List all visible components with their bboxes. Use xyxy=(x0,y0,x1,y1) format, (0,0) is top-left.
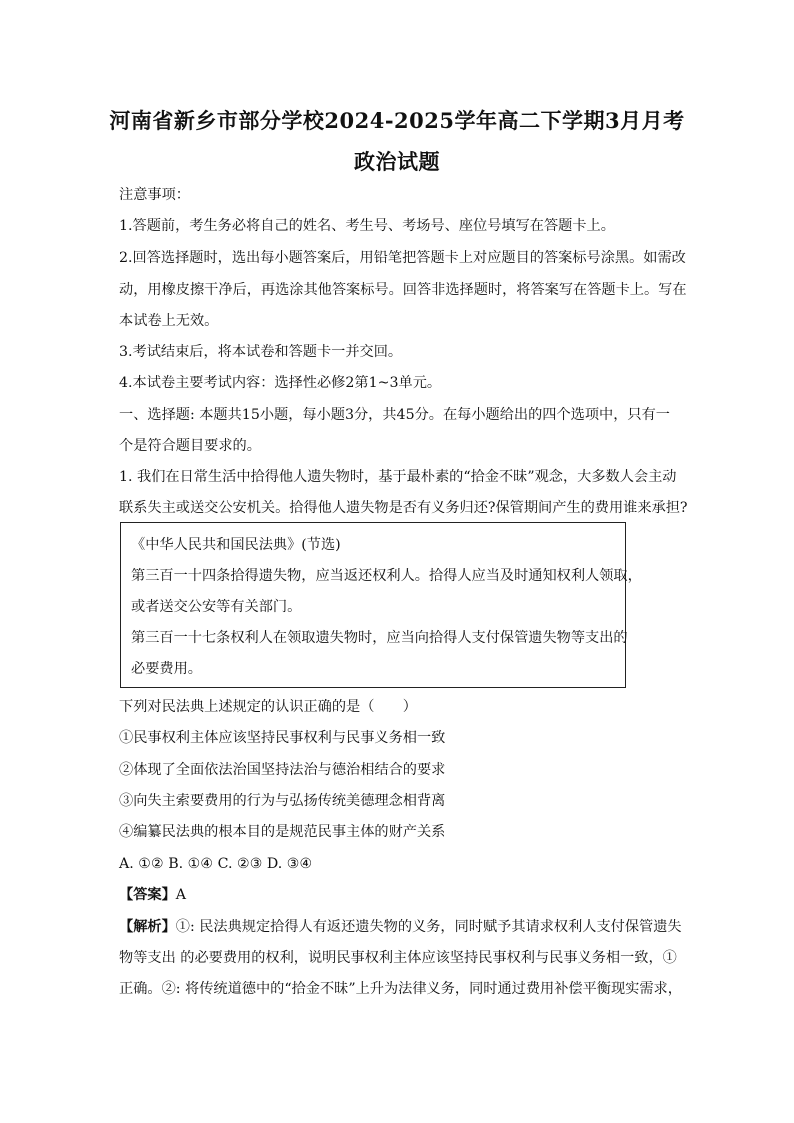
excerpt-title: 《中华人民共和国民法典》(节选) xyxy=(131,537,341,553)
answer-label: 【答案】 xyxy=(119,887,176,903)
answer-row xyxy=(119,885,689,905)
analysis-text-cont: 物等支出 的必要费用的权利，说明民事权利主体应该坚持民事权利与民事义务相一致，① xyxy=(119,950,677,966)
notice-item-4: 4.本试卷主要考试内容：选择性必修2第1~3单元。 xyxy=(119,375,442,391)
notice-item-1: 1.答题前，考生务必将自己的姓名、考生号、考场号、座位号填写在答题卡上。 xyxy=(119,218,615,234)
excerpt-article-314-cont: 或者送交公安等有关部门。 xyxy=(131,599,302,615)
notice-heading: 注意事项： xyxy=(119,187,190,203)
law-excerpt-box xyxy=(120,522,642,688)
question-stem: 1. 我们在日常生活中拾得他人遗失物时，基于最朴素的“拾金不昧”观念，大多数人会主动 xyxy=(119,469,677,485)
notice-item-2-cont: 动，用橡皮擦干净后，再选涂其他答案标号。回答非选择题时，将答案写在答题卡上。写在 xyxy=(119,282,687,298)
page-title: 河南省新乡市部分学校2024-2025学年高二下学期3月月考 xyxy=(109,108,685,133)
option-2: ②体现了全面依法治国坚持法治与德治相结合的要求 xyxy=(119,762,446,778)
analysis-row xyxy=(119,917,689,937)
analysis-text: ①: 民法典规定拾得人有返还遗失物的义务，同时赋予其请求权利人支付保管遗失 xyxy=(175,919,682,935)
answer-value: A xyxy=(175,887,187,903)
page-subtitle: 政治试题 xyxy=(354,149,440,174)
excerpt-article-317: 第三百一十七条权利人在领取遗失物时，应当向拾得人支付保管遗失物等支出的 xyxy=(131,630,628,646)
option-3: ③向失主索要费用的行为与弘扬传统美德理念相背离 xyxy=(119,793,446,809)
question-stem-cont: 联系失主或送交公安机关。拾得他人遗失物是否有义务归还?保管期间产生的费用谁来承担? xyxy=(119,500,688,516)
excerpt-article-314: 第三百一十四条拾得遗失物，应当返还权利人。拾得人应当及时通知权利人领取， xyxy=(131,568,642,584)
section-intro: 一、选择题: 本题共15小题，每小题3分，共45分。在每小题给出的四个选项中，只有一 xyxy=(119,407,670,423)
option-1: ①民事权利主体应该坚持民事权利与民事义务相一致 xyxy=(119,730,446,746)
option-4: ④编纂民法典的根本目的是规范民事主体的财产关系 xyxy=(119,824,446,840)
analysis-text-cont: 正确。②: 将传统道德中的“拾金不昧”上升为法律义务，同时通过费用补偿平衡现实需求， xyxy=(119,981,682,997)
analysis-label: 【解析】 xyxy=(119,919,176,935)
notice-item-2-cont: 本试卷上无效。 xyxy=(119,313,219,329)
section-intro-cont: 个是符合题目要求的。 xyxy=(119,438,261,454)
answer-choices: A. ①② B. ①④ C. ②③ D. ③④ xyxy=(119,856,313,872)
notice-item-3: 3.考试结束后，将本试卷和答题卡一并交回。 xyxy=(119,344,403,360)
notice-item-2: 2.回答选择题时，选出每小题答案后，用铅笔把答题卡上对应题目的答案标号涂黑。如需改 xyxy=(119,250,686,266)
question-prompt: 下列对民法典上述规定的认识正确的是（ ） xyxy=(119,699,417,715)
excerpt-article-317-cont: 必要费用。 xyxy=(131,661,202,677)
